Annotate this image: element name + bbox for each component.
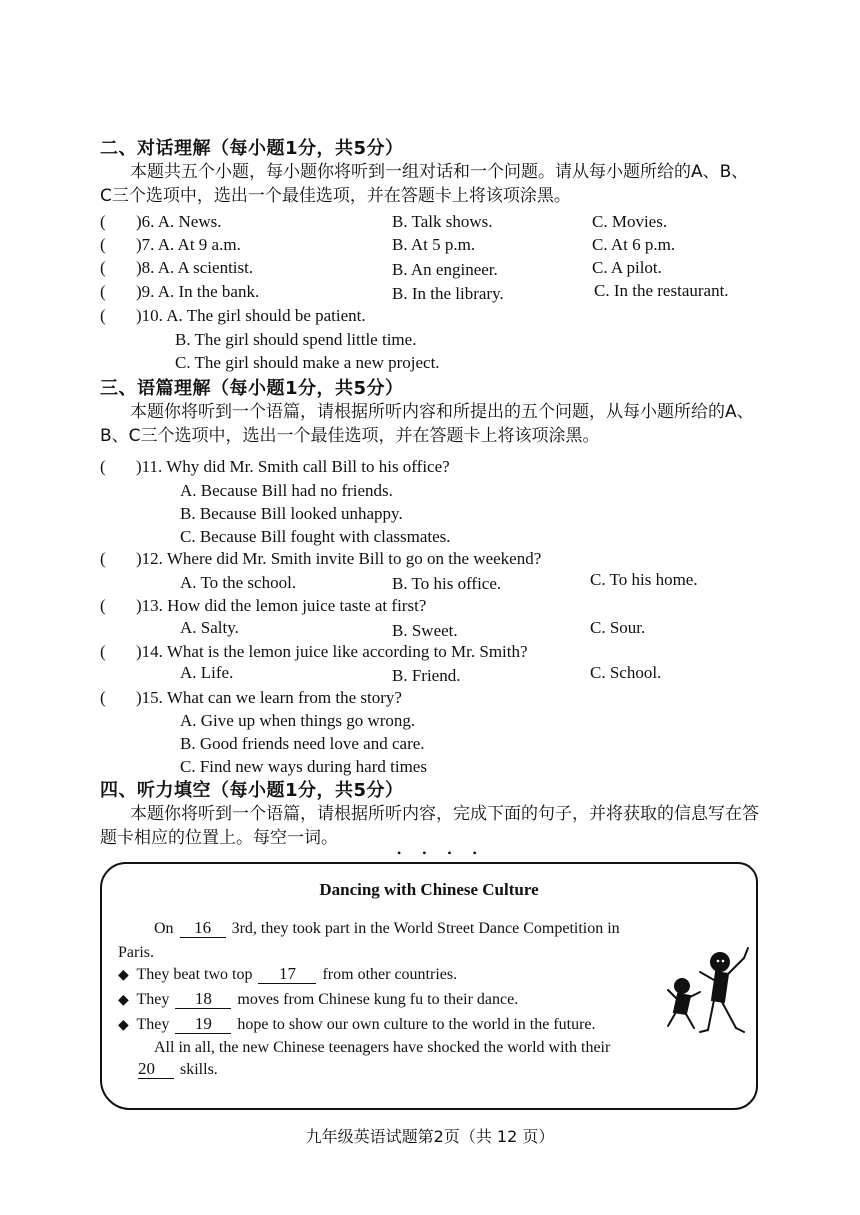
- box-line-1: [154, 918, 620, 940]
- question-stem: )6. A. News.: [136, 212, 222, 231]
- option-b: B. Because Bill looked unhappy.: [180, 504, 403, 523]
- line-text: They: [136, 991, 170, 1008]
- box-line-1-cont: Paris.: [118, 944, 154, 961]
- question-stem: )7. A. At 9 a.m.: [136, 235, 241, 254]
- diamond-bullet-icon: ◆: [118, 1018, 129, 1033]
- blank-16[interactable]: 16: [180, 919, 226, 938]
- option-c: C. At 6 p.m.: [592, 235, 676, 254]
- section3-instruction: 本题你将听到一个语篇，请根据所听内容和所提出的五个问题，从每小题所给的A、B、C三个选项中，选出一个最佳选项，并在答题卡上将该项涂黑。: [100, 402, 754, 446]
- question-stem: )11. Why did Mr. Smith call Bill to his office?: [136, 457, 450, 476]
- option-b: B. Good friends need love and care.: [180, 734, 425, 753]
- option-b: B. The girl should spend little time.: [175, 330, 417, 349]
- page-footer: 九年级英语试题第2页（共 12 页）: [305, 1127, 555, 1146]
- box-title: Dancing with Chinese Culture: [319, 880, 539, 899]
- question-stem: )8. A. A scientist.: [136, 258, 254, 277]
- box-line-2: [118, 964, 457, 987]
- option-b: B. Sweet.: [392, 621, 458, 640]
- blank-19[interactable]: 19: [175, 1015, 231, 1034]
- line-text: They beat two top: [136, 966, 253, 983]
- line-text: from other countries.: [322, 966, 458, 983]
- option-c: C. In the restaurant.: [594, 281, 729, 300]
- diamond-bullet-icon: ◆: [118, 968, 129, 983]
- question-stem: )13. How did the lemon juice taste at first?: [136, 596, 427, 615]
- option-c: C. The girl should make a new project.: [175, 353, 440, 372]
- option-c: C. Movies.: [592, 212, 668, 231]
- kungfu-dancers-illustration: [664, 940, 754, 1040]
- blank-20[interactable]: 20: [138, 1060, 174, 1079]
- line-text: moves from Chinese kung fu to their dance.: [237, 991, 519, 1008]
- option-a: A. Life.: [180, 663, 234, 682]
- option-c: C. To his home.: [590, 570, 698, 589]
- option-c: C. School.: [590, 663, 662, 682]
- option-b: B. Friend.: [392, 666, 461, 685]
- blank-18[interactable]: 18: [175, 990, 231, 1009]
- line-text: On: [154, 920, 174, 937]
- answer-paren[interactable]: (: [100, 282, 106, 301]
- option-b: B. In the library.: [392, 284, 504, 303]
- question-stem: )14. What is the lemon juice like according to Mr. Smith?: [136, 642, 528, 661]
- box-line-3: [118, 989, 518, 1012]
- section4-instruction: 本题你将听到一个语篇，请根据所听内容，完成下面的句子，并将获取的信息写在答题卡相应的位置上。每空一词。: [100, 804, 759, 848]
- option-a: A. Salty.: [180, 618, 239, 637]
- question-stem: )10. A. The girl should be patient.: [136, 306, 366, 325]
- option-c: C. Sour.: [590, 618, 646, 637]
- line-text: hope to show our own culture to the world in the future.: [237, 1016, 596, 1033]
- blank-17[interactable]: 17: [258, 965, 316, 984]
- option-b: B. Talk shows.: [392, 212, 493, 231]
- option-c: C. Find new ways during hard times: [180, 757, 427, 776]
- answer-paren[interactable]: (: [100, 596, 106, 615]
- option-c: C. Because Bill fought with classmates.: [180, 527, 451, 546]
- emphasis-dots: • • • •: [397, 846, 486, 860]
- answer-paren[interactable]: (: [100, 306, 106, 325]
- section2-title: 二、对话理解（每小题1分，共5分）: [100, 138, 404, 159]
- option-c: C. A pilot.: [592, 258, 662, 277]
- question-stem: )15. What can we learn from the story?: [136, 688, 402, 707]
- option-a: A. Give up when things go wrong.: [180, 711, 416, 730]
- question-stem: )12. Where did Mr. Smith invite Bill to go on the weekend?: [136, 549, 542, 568]
- option-b: B. At 5 p.m.: [392, 235, 476, 254]
- section4-title: 四、听力填空（每小题1分，共5分）: [100, 780, 404, 801]
- answer-paren[interactable]: (: [100, 549, 106, 568]
- line-text: They: [136, 1016, 170, 1033]
- diamond-bullet-icon: ◆: [118, 993, 129, 1008]
- line-text: skills.: [180, 1061, 218, 1078]
- option-a: A. To the school.: [180, 573, 297, 592]
- answer-paren[interactable]: (: [100, 235, 106, 254]
- line-text: 3rd, they took part in the World Street Dance Competition in: [231, 920, 620, 937]
- option-b: B. To his office.: [392, 574, 502, 593]
- box-line-5: All in all, the new Chinese teenagers have shocked the world with their: [154, 1039, 611, 1056]
- answer-paren[interactable]: (: [100, 457, 106, 476]
- section2-instruction: 本题共五个小题，每小题你将听到一组对话和一个问题。请从每小题所给的A、B、C三个选项中，选出一个最佳选项，并在答题卡上将该项涂黑。: [100, 162, 749, 206]
- answer-paren[interactable]: (: [100, 688, 106, 707]
- option-a: A. Because Bill had no friends.: [180, 481, 393, 500]
- option-b: B. An engineer.: [392, 260, 498, 279]
- fill-in-box: [100, 862, 758, 1110]
- question-stem: )9. A. In the bank.: [136, 282, 260, 301]
- box-line-4: [118, 1014, 596, 1037]
- section3-title: 三、语篇理解（每小题1分，共5分）: [100, 378, 404, 399]
- answer-paren[interactable]: (: [100, 258, 106, 277]
- box-line-6: [136, 1059, 218, 1081]
- answer-paren[interactable]: (: [100, 212, 106, 231]
- answer-paren[interactable]: (: [100, 642, 106, 661]
